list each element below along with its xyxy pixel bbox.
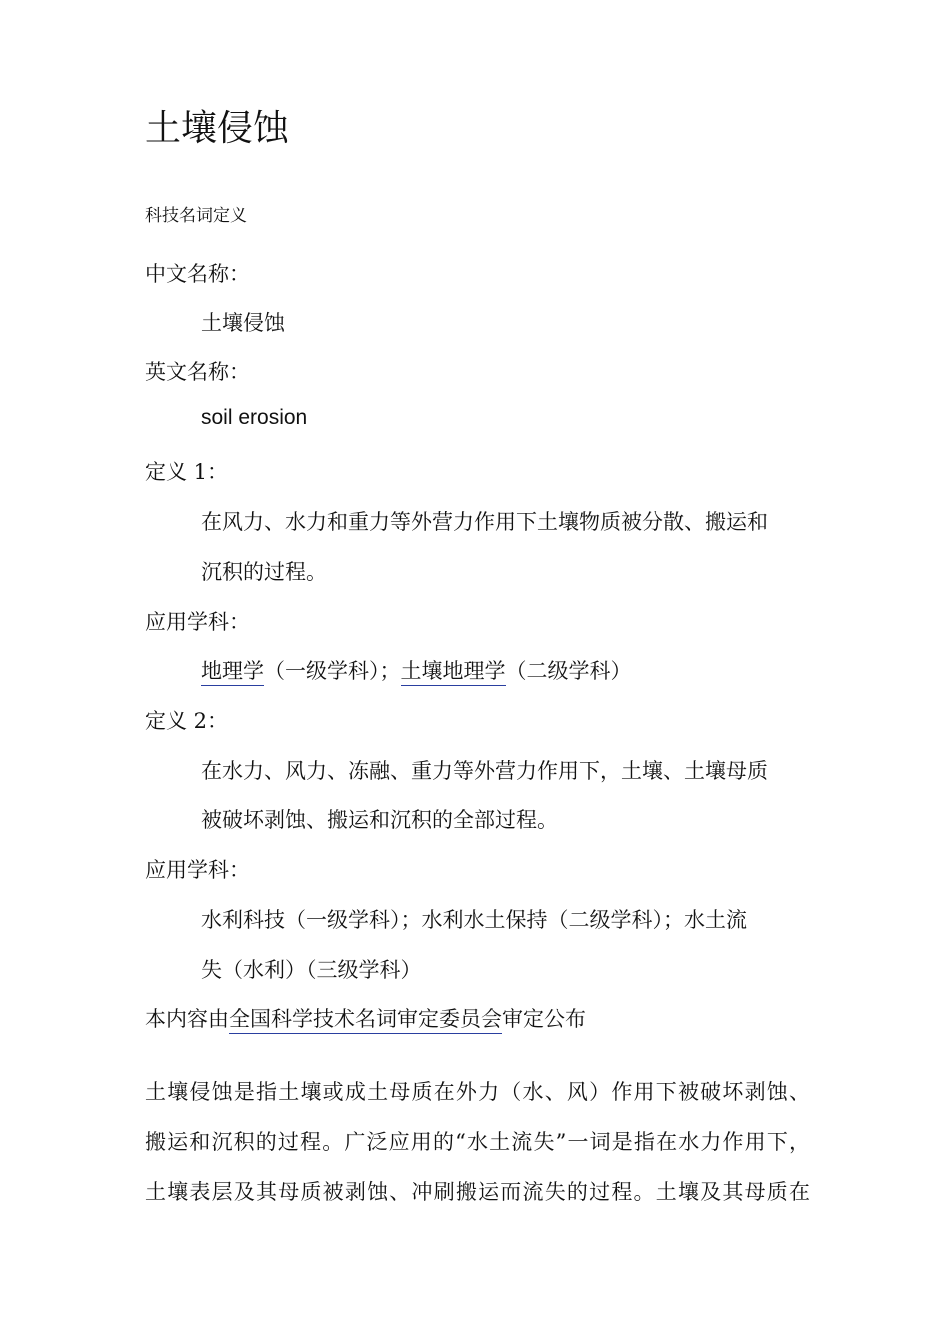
en-name-value: soil erosion (201, 406, 308, 429)
definition-2-label: 定义 2： (145, 709, 229, 733)
definition-1-line-1: 在风力、水力和重力等外营力作用下土壤物质被分散、搬运和 (201, 510, 768, 534)
cn-name-value: 土壤侵蚀 (201, 311, 285, 335)
definition-2-line-1: 在水力、风力、冻融、重力等外营力作用下，土壤、土壤母质 (201, 759, 768, 783)
subject-1-text-1: （一级学科）； (264, 659, 401, 683)
source-prefix: 本内容由 (145, 1007, 229, 1031)
paragraph-line-3: 土壤表层及其母质被剥蚀、冲刷搬运而流失的过程。土壤及其母质在 (145, 1180, 810, 1204)
subject-2-line-2: 失（水利）（三级学科） (201, 958, 422, 982)
subject-2-line-1: 水利科技（一级学科）；水利水土保持（二级学科）；水土流 (201, 908, 747, 932)
subject-2-label: 应用学科： (145, 858, 250, 882)
paragraph-line-1: 土壤侵蚀是指土壤或成土母质在外力（水、风）作用下被破坏剥蚀、 (145, 1080, 810, 1104)
source-suffix: 审定公布 (502, 1007, 586, 1031)
definition-1-label: 定义 1： (145, 460, 229, 484)
cn-name-label: 中文名称： (145, 262, 250, 286)
link-terminology-committee[interactable]: 全国科学技术名词审定委员会 (229, 1007, 502, 1034)
link-geography[interactable]: 地理学 (201, 659, 264, 686)
page-title: 土壤侵蚀 (145, 108, 290, 149)
subject-1-label: 应用学科： (145, 610, 250, 634)
source-line (145, 1003, 586, 1033)
subject-1-text-2: （二级学科） (505, 659, 632, 683)
link-soil-geography[interactable]: 土壤地理学 (401, 659, 506, 686)
definition-2-line-2: 被破坏剥蚀、搬运和沉积的全部过程。 (201, 808, 558, 832)
en-name-label: 英文名称： (145, 360, 250, 384)
page-subtitle: 科技名词定义 (145, 206, 247, 226)
paragraph-line-2: 搬运和沉积的过程。广泛应用的“水土流失”一词是指在水力作用下， (145, 1130, 810, 1154)
definition-1-line-2: 沉积的过程。 (201, 560, 327, 584)
subject-1-line (201, 655, 632, 685)
